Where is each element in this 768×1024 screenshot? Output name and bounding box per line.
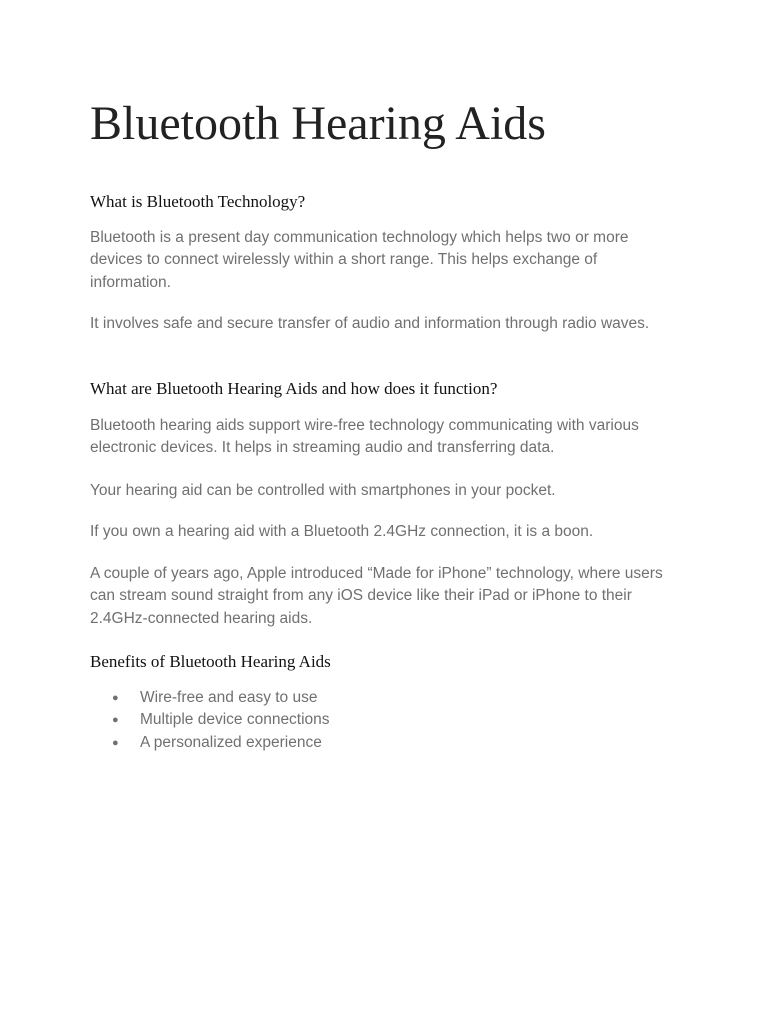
section-heading-benefits: Benefits of Bluetooth Hearing Aids [90,652,331,671]
paragraph: If you own a hearing aid with a Bluetooth 2.4GHz connection, it is a boon. [90,523,594,540]
bullet-icon: ● [112,692,119,704]
list-item-text: A personalized experience [140,733,322,751]
section-heading-what-is-bluetooth: What is Bluetooth Technology? [90,192,306,211]
paragraph: A couple of years ago, Apple introduced “Made for iPhone” technology, where users can stream sound straight from any iOS device like their iPad or iPhone to their 2.4GHz-connected hearing aids. [90,565,663,627]
paragraph: Your hearing aid can be controlled with smartphones in your pocket. [90,482,556,499]
list-item-text: Wire-free and easy to use [140,689,318,706]
paragraph: Bluetooth is a present day communication technology which helps two or more devices to connect wirelessly within a short range. This helps exchange of information. [90,229,629,291]
section-heading-how-it-functions: What are Bluetooth Hearing Aids and how does it function? [90,379,498,398]
list-item-text: Multiple device connections [140,711,330,729]
bullet-icon: ● [112,714,119,727]
paragraph: It involves safe and secure transfer of audio and information through radio waves. [90,315,650,332]
bullet-icon: ● [112,736,119,749]
paragraph: Bluetooth hearing aids support wire-free technology communicating with various electronic devices. It helps in streaming audio and transferring data. [90,417,639,457]
document-title: Bluetooth Hearing Aids [90,97,546,150]
